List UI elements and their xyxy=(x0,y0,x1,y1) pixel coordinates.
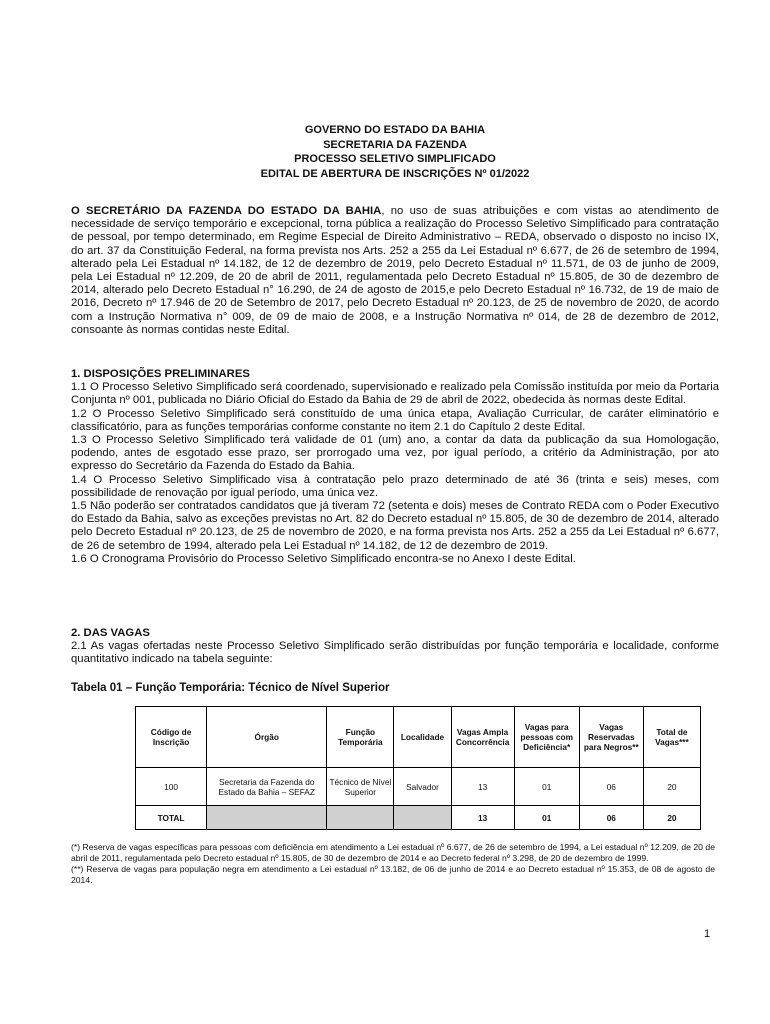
cell-negros: 06 xyxy=(579,768,643,806)
table-title: Tabela 01 – Função Temporária: Técnico de Nível Superior xyxy=(71,682,390,694)
total-deficiencia: 01 xyxy=(514,806,579,830)
item-2-1: 2.1 As vagas ofertadas neste Processo Seletivo Simplificado serão distribuídas por função temporária e localidade, conforme quantitativo indicado na tabela seguinte: xyxy=(71,640,719,666)
header-localidade: Localidade xyxy=(394,707,451,768)
item-1-4: 1.4 O Processo Seletivo Simplificado visa à contratação pelo prazo determinado de até 36 (trinta e seis) meses, com possibilidade de renovação por igual período, uma única vez. xyxy=(71,473,719,499)
item-1-2: 1.2 O Processo Seletivo Simplificado será constituído de uma única etapa, Avaliação Curricular, de caráter eliminatório e classificatório, para as funções temporárias conforme constante no item 2.1 do Capítulo 2 deste Edital. xyxy=(71,407,719,433)
header-secretariat: SECRETARIA DA FAZENDA xyxy=(323,138,467,151)
header-ampla: Vagas Ampla Concorrência xyxy=(451,707,514,768)
table-header-row xyxy=(136,707,701,768)
total-total: 20 xyxy=(643,806,700,830)
cell-funcao: Técnico de Nível Superior xyxy=(327,768,394,806)
cell-codigo: 100 xyxy=(136,768,207,806)
total-empty-funcao xyxy=(327,806,394,830)
header-process: PROCESSO SELETIVO SIMPLIFICADO xyxy=(294,153,496,165)
table-total-row xyxy=(136,806,701,830)
total-ampla: 13 xyxy=(451,806,514,830)
footnote-deficiencia: (*) Reserva de vagas específicas para pessoas com deficiência em atendimento a Lei estadual nº 6.677, de 26 de setembro de 1994, a Lei estadual nº 12.209, de 20 de abril de 2011, regulamentada pelo Decreto estadual nº 15.805, de 30 de dezembro de 2014 e ao Decreto federal nº 3.298, de 20 de dezembro de 1999. xyxy=(71,842,715,863)
cell-total: 20 xyxy=(643,768,700,806)
document-header xyxy=(0,123,770,181)
header-negros: Vagas Reservadas para Negros** xyxy=(579,707,643,768)
total-empty-orgao xyxy=(207,806,327,830)
table-row xyxy=(136,768,701,806)
intro-bold-lead: O SECRETÁRIO DA FAZENDA DO ESTADO DA BAHIA xyxy=(71,205,382,217)
table-footnotes xyxy=(71,842,715,886)
header-codigo: Código de Inscrição xyxy=(136,707,207,768)
total-empty-localidade xyxy=(394,806,451,830)
cell-localidade: Salvador xyxy=(394,768,451,806)
section-1-title: 1. DISPOSIÇÕES PRELIMINARES xyxy=(71,368,250,380)
item-1-1: 1.1 O Processo Seletivo Simplificado será coordenado, supervisionado e realizado pela Comissão instituída por meio da Portaria Conjunta nº 001, publicada no Diário Oficial do Estado da Bahia de 29 de abril de 2022, obedecida às normas deste Edital. xyxy=(71,381,719,407)
cell-deficiencia: 01 xyxy=(514,768,579,806)
intro-text: , no uso de suas atribuições e com vistas ao atendimento de necessidade de serviço temporário e excepcional, torna pública a realização do Processo Seletivo Simplificado para contratação de pessoal, por tempo determinado, em Regime Especial de Direito Administrativo – REDA, observado o disposto no inciso IX, do art. 37 da Constituição Federal, na forma prevista nos Arts. 252 a 255 da Lei Estadual nº 6.677, de 26 de setembro de 1994, alterado pela Lei Estadual nº 14.182, de 12 de dezembro de 2019, pelo Decreto Estadual nº 11.571, de 03 de junho de 2009, pela Lei Estadual nº 12.209, de 20 de abril de 2011, regulamentada pelo Decreto Estadual nº 15.805, de 30 de dezembro de 2014, alterado pelo Decreto Estadual n° 16.290, de 24 de agosto de 2015,e pelo Decreto Estadual nº 16.732, de 19 de maio de 2016, Decreto nº 17.946 de 20 de Setembro de 2017, pelo Decreto Estadual nº 20.123, de 25 de novembro de 2020, de acordo com a Instrução Normativa n° 009, de 09 de maio de 2008, e a Instrução Normativa nº 014, de 28 de dezembro de 2012, consoante às normas contidas neste Edital. xyxy=(71,205,720,336)
item-1-6: 1.6 O Cronograma Provisório do Processo Seletivo Simplificado encontra-se no Anexo I deste Edital. xyxy=(71,552,576,565)
cell-orgao: Secretaria da Fazenda do Estado da Bahia – SEFAZ xyxy=(207,768,327,806)
cell-ampla: 13 xyxy=(451,768,514,806)
header-edital-title: EDITAL DE ABERTURA DE INSCRIÇÕES Nº 01/2022 xyxy=(260,167,530,180)
total-label: TOTAL xyxy=(136,806,207,830)
header-deficiencia: Vagas para pessoas com Deficiência* xyxy=(514,707,579,768)
header-total: Total de Vagas*** xyxy=(643,707,700,768)
header-government: GOVERNO DO ESTADO DA BAHIA xyxy=(304,124,486,136)
intro-paragraph xyxy=(71,205,719,337)
item-1-5: 1.5 Não poderão ser contratados candidatos que já tiveram 72 (setenta e dois) meses de Contrato REDA com o Poder Executivo do Estado da Bahia, salvo as exceções previstas no Art. 82 do Decreto estadual nº 15.805, de 30 de dezembro de 2014, alterado pelo Decreto Estadual nº 20.123, de 25 de novembro de 2020, e na forma prevista nos Arts. 252 a 255 da Lei Estadual nº 6.677, de 26 de setembro de 1994, alterado pela Lei Estadual nº 14.182, de 12 de dezembro de 2019. xyxy=(71,500,719,552)
header-funcao: Função Temporária xyxy=(327,707,394,768)
item-1-3: 1.3 O Processo Seletivo Simplificado terá validade de 01 (um) ano, a contar da data da publicação da sua Homologação, podendo, antes de esgotado esse prazo, ser prorrogado uma vez, por igual período, a critério da Administração, por ato expresso do Secretário da Fazenda do Estado da Bahia. xyxy=(71,434,719,473)
section-2-title: 2. DAS VAGAS xyxy=(71,627,150,639)
total-negros: 06 xyxy=(579,806,643,830)
section-preliminary xyxy=(71,368,719,566)
section-vagas xyxy=(71,627,719,667)
footnote-negros: (**) Reserva de vagas para população negra em atendimento a Lei estadual nº 13.182, de 06 de junho de 2014 e ao Decreto estadual nº 15.353, de 08 de agosto de 2014. xyxy=(71,864,715,885)
header-orgao: Órgão xyxy=(207,707,327,768)
page-number: 1 xyxy=(704,928,711,940)
vagas-table xyxy=(135,706,701,830)
